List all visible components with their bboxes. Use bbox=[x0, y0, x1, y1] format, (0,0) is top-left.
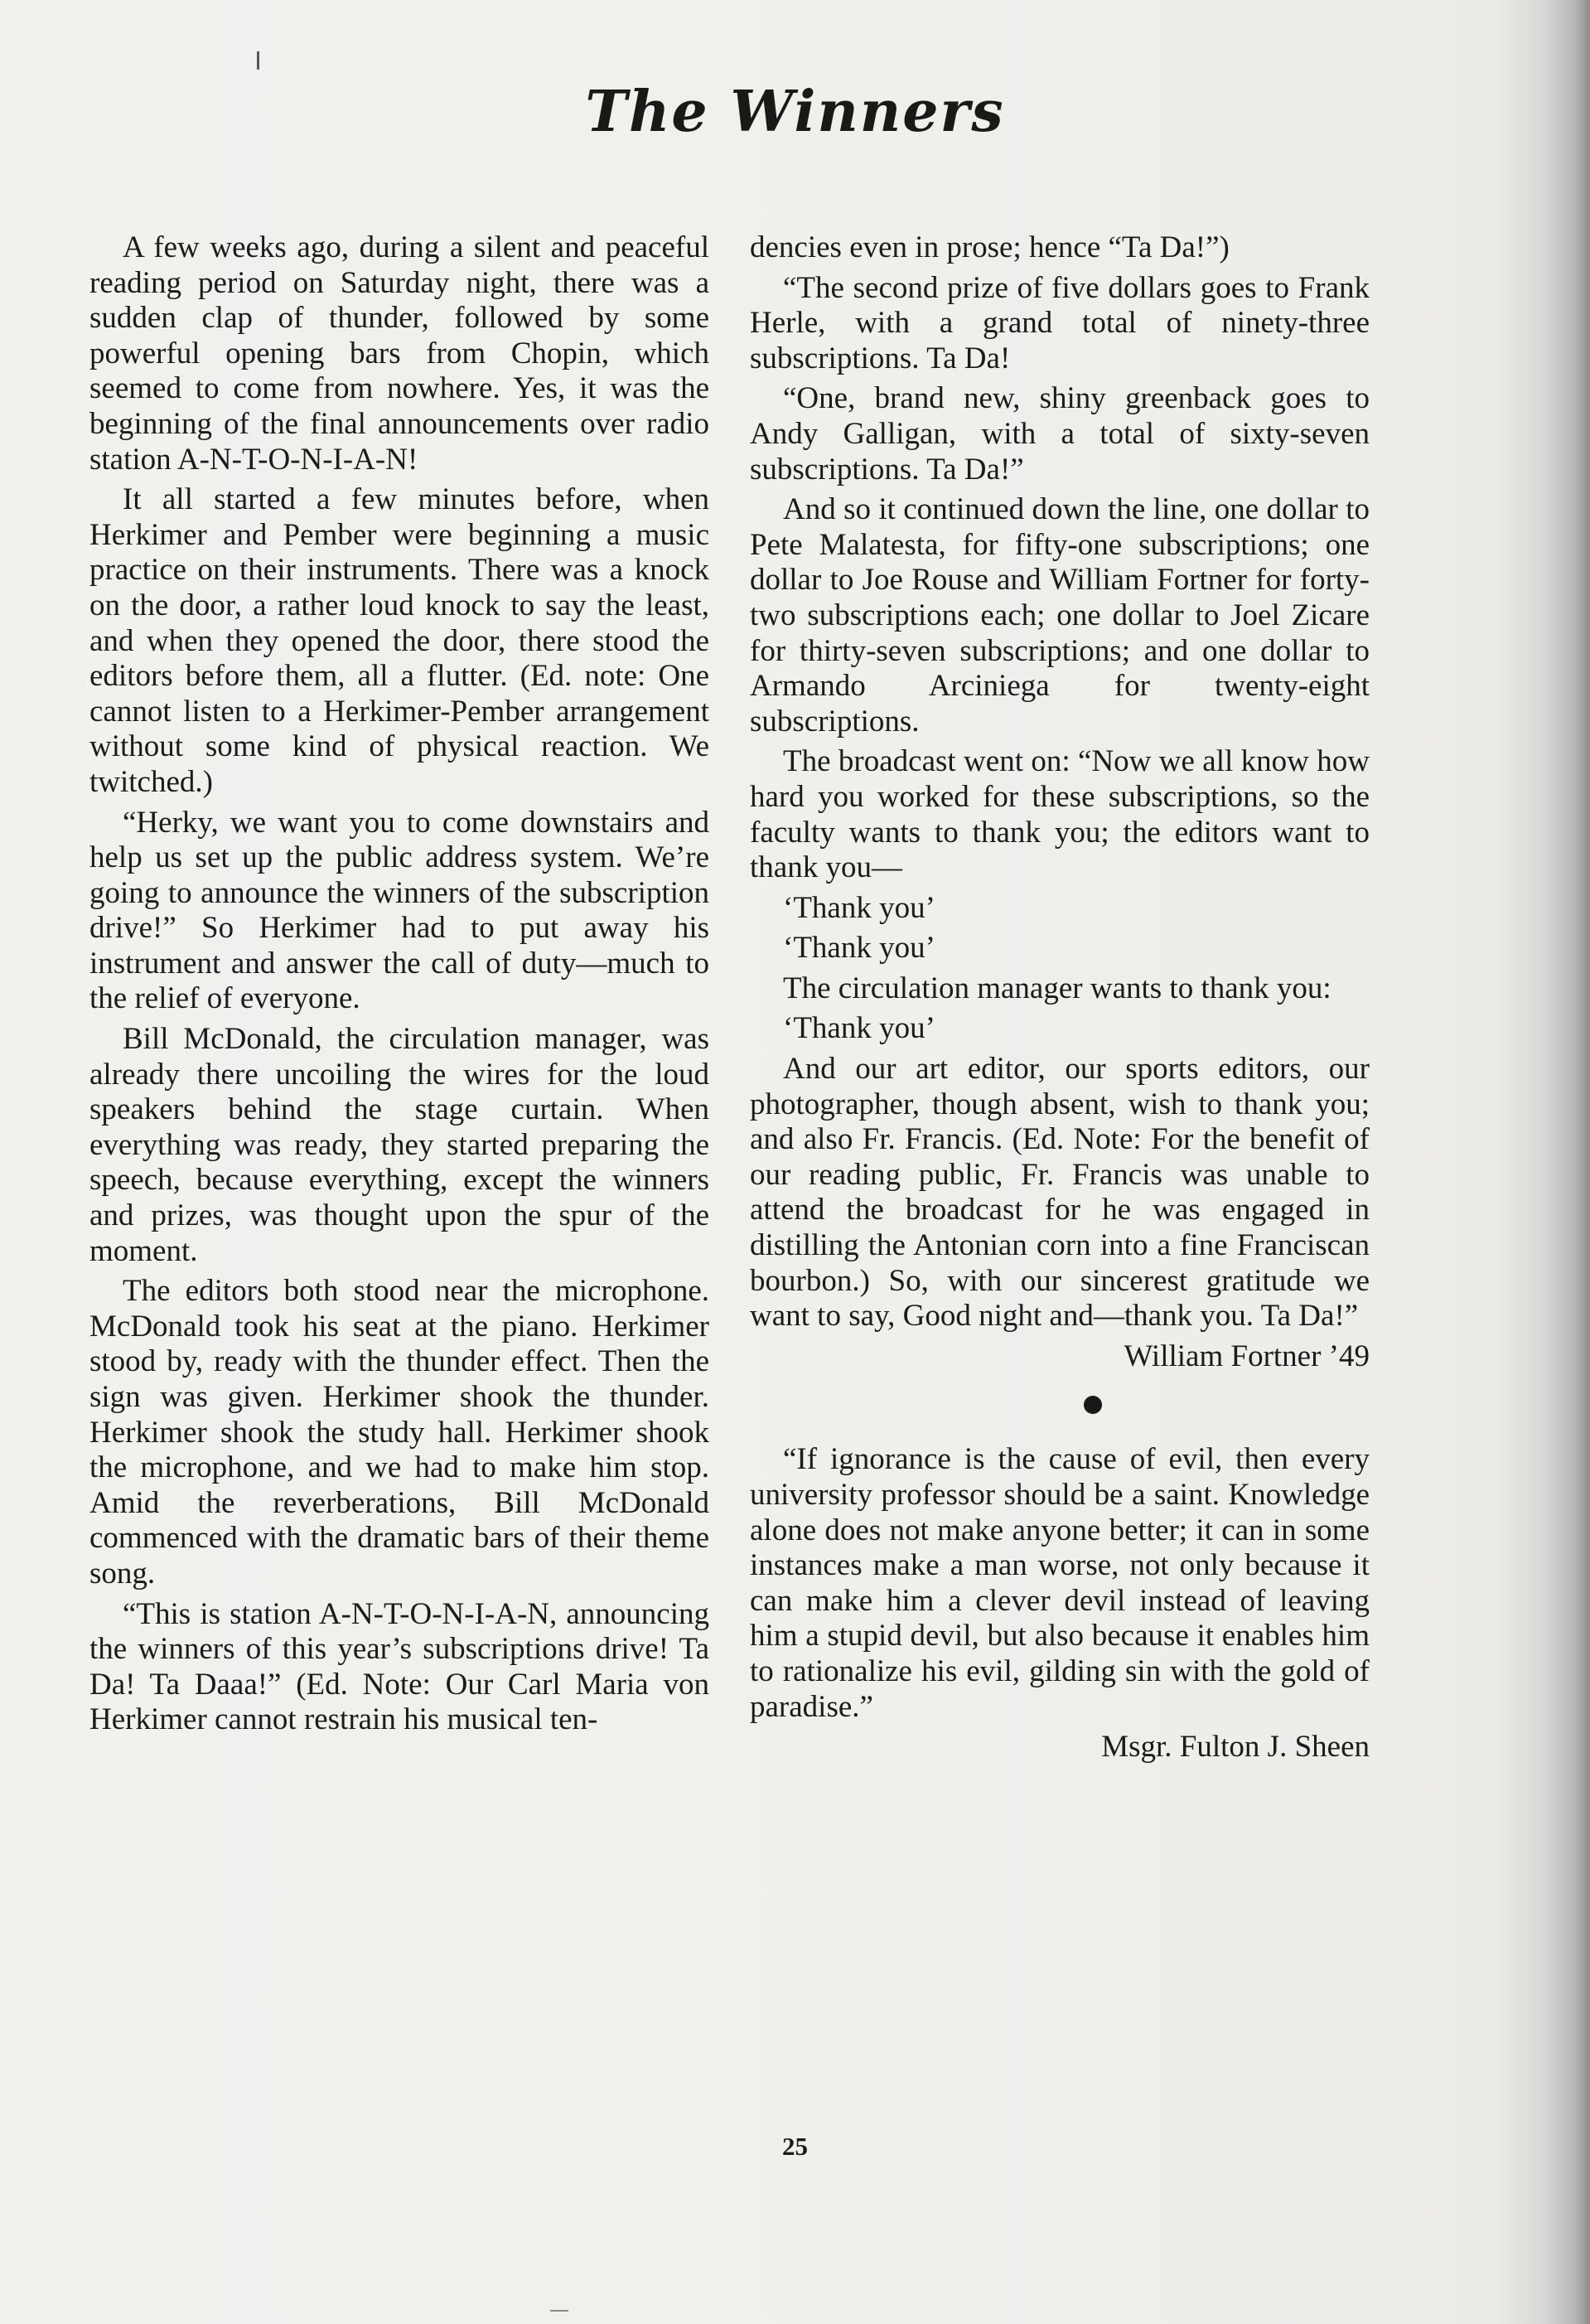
paragraph: And so it continued down the line, one dollar to Pete Malatesta, for fifty-one subscriptions; one dollar to Joe Rouse and William Fortner for forty-two subscriptions each; one dollar to Joel Zicare for thirty-seven subscriptions; and one dollar to Armando Arciniega for twenty-eight subscriptions. bbox=[750, 492, 1370, 738]
paragraph-continuation: dencies even in prose; hence “Ta Da!”) bbox=[750, 230, 1230, 264]
paragraph: And our art editor, our sports editors, our photographer, though absent, wish to thank you; and also Fr. Francis. (Ed. Note: For the benefit of our reading public, Fr. Francis was unable to attend the broadcast for he was engaged in distilling the Antonian corn into a fine Franciscan bourbon.) So, with our sincerest gratitude we want to say, Good night and—thank you. Ta Da!” bbox=[750, 1052, 1370, 1334]
paragraph: “This is station A-N-T-O-N-I-A-N, announcing the winners of this year’s subscriptions drive! Ta Da! Ta Daaa!” (Ed. Note: Our Carl Maria von Herkimer cannot restrain his musical ten- bbox=[89, 1596, 709, 1737]
paragraph: Bill McDonald, the circulation manager, was already there uncoiling the wires for the loud speakers behind the stage curtain. When everything was ready, they started preparing the speech, because everything, except the winners and prizes, was thought upon the spur of the moment. bbox=[89, 1022, 709, 1268]
paragraph: ‘Thank you’ bbox=[783, 1011, 935, 1046]
paragraph: The editors both stood near the microphone. McDonald took his seat at the piano. Herkimer stood by, ready with the thunder effect. Then the sign was given. Herkimer shook the thunder. Herkimer shook the study hall. Herkimer shook the microphone, and we had to make him stop. Amid the reverberations, Bill McDonald commenced with the dramatic bars of their theme song. bbox=[89, 1274, 709, 1590]
paragraph: “One, brand new, shiny greenback goes to Andy Galligan, with a total of sixty-seven subscriptions. Ta Da!” bbox=[750, 381, 1370, 487]
quote-author: Msgr. Fulton J. Sheen bbox=[1101, 1730, 1370, 1765]
stray-pencil-mark bbox=[257, 51, 259, 70]
paragraph: A few weeks ago, during a silent and peaceful reading period on Saturday night, there was a sudden clap of thunder, followed by some powerful opening bars from Chopin, which seemed to come from nowhere. Yes, it was the beginning of the final announcements over radio station A-N-T-O-N-I-A-N! bbox=[89, 230, 709, 477]
paragraph: “Herky, we want you to come downstairs and help us set up the public address system. We’re going to announce the winners of the subscription drive!” So Herkimer had to put away his instrument and answer the call of duty—much to the relief of everyone. bbox=[89, 805, 709, 1016]
paragraph: ‘Thank you’ bbox=[783, 931, 935, 966]
section-divider-bullet bbox=[1084, 1396, 1102, 1414]
paragraph: The broadcast went on: “Now we all know how hard you worked for these subscriptions, so the faculty wants to thank you; the editors want to thank you— bbox=[750, 744, 1370, 885]
right-column bbox=[750, 230, 1370, 1770]
page-title: The Winners bbox=[585, 79, 1005, 145]
quote-text: “If ignorance is the cause of evil, then every university professor should be a saint. Knowledge alone does not make anyone better; it can in some instances make a man worse, not only because it can make him a clever devil instead of leaving him a stupid devil, but also because it enables him to rationalize his evil, gilding sin with the gold of paradise.” bbox=[750, 1442, 1370, 1724]
paragraph: It all started a few minutes before, when Herkimer and Pember were beginning a music practice on their instruments. There was a knock on the door, a rather loud knock to say the least, and when they opened the door, there stood the editors before them, all a flutter. (Ed. note: One cannot listen to a Herkimer-Pember arrangement without some kind of physical reaction. We twitched.) bbox=[89, 482, 709, 799]
left-column bbox=[89, 230, 709, 1743]
page-number: 25 bbox=[782, 2132, 808, 2161]
article-author: William Fortner ’49 bbox=[1124, 1339, 1370, 1373]
paragraph: ‘Thank you’ bbox=[783, 890, 935, 925]
paragraph: The circulation manager wants to thank you: bbox=[783, 971, 1331, 1005]
stray-mark-bottom bbox=[550, 2310, 568, 2312]
paragraph: “The second prize of five dollars goes to Frank Herle, with a grand total of ninety-three subscriptions. Ta Da! bbox=[750, 270, 1370, 375]
